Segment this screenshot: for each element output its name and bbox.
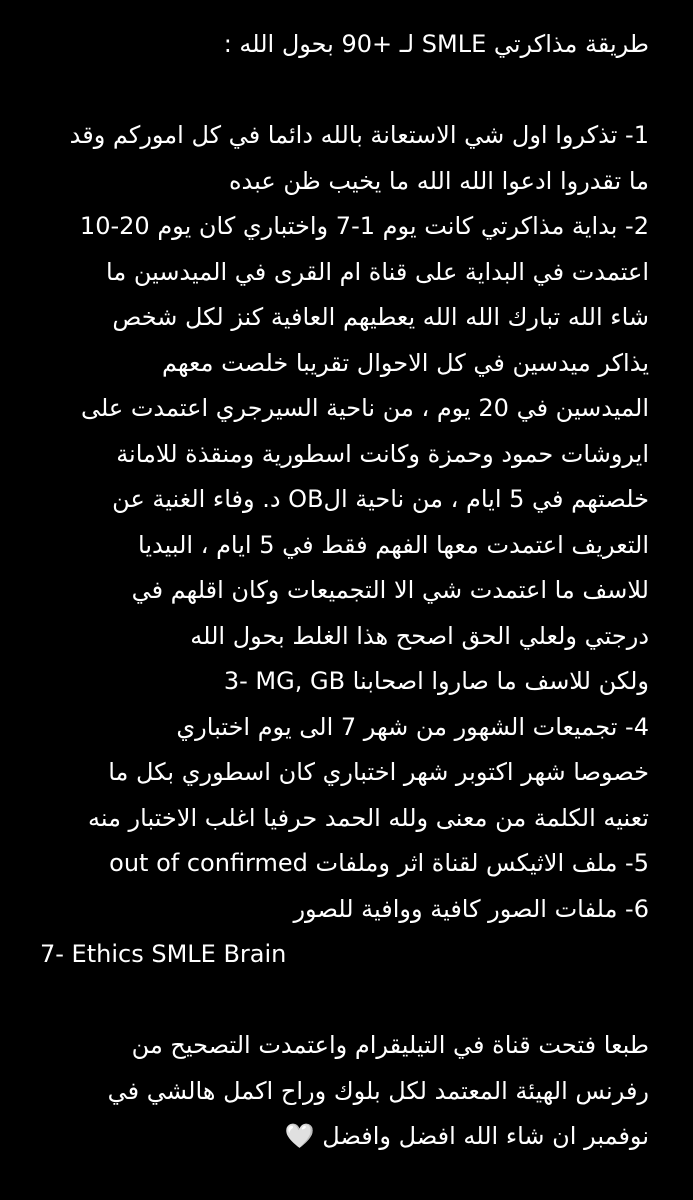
note-line: 1- تذكروا اول شي الاستعانة بالله دائما في كل اموركم وقد: [69, 121, 649, 149]
note-line: 2- بداية مذاكرتي كانت يوم 1-7 واختباري كان يوم 20-10: [79, 212, 649, 240]
note-line: يذاكر ميدسين في كل الاحوال تقريبا خلصت معهم: [161, 348, 649, 377]
note-line: 6- ملفات الصور كافية ووافية للصور: [293, 894, 649, 923]
note-line: اعتمدت في البداية على قناة ام القرى في الميدسين ما: [106, 257, 649, 286]
note-line-title: طريقة مذاكرتي SMLE لـ +90 بحول الله :: [223, 30, 649, 58]
note-line: ايروشات حمود وحمزة وكانت اسطورية ومنقذة للامانة: [116, 439, 649, 468]
note-line: شاء الله تبارك الله الله يعطيهم العافية كنز لكل شخص: [112, 303, 649, 331]
note-line: درجتي ولعلي الحق اصحح هذا الغلط بحول الله: [190, 621, 649, 650]
note-line: 3- MG, GB ولكن للاسف ما صاروا اصحابنا: [223, 667, 649, 695]
note-line: تعنيه الكلمة من معنى ولله الحمد حرفيا اغلب الاختبار منه: [87, 803, 649, 832]
note-line: 5- ملف الاثيكس لقناة اثر وملفات out of confirmed: [109, 849, 649, 877]
note-line: خلصتهم في 5 ايام ، من ناحية الOB د. وفاء الغنية عن: [112, 485, 649, 513]
note-line: خصوصا شهر اكتوبر شهر اختباري كان اسطوري بكل ما: [108, 758, 649, 786]
note-line-last: [40, 1114, 649, 1160]
note-line: طبعا فتحت قناة في التيليقرام واعتمدت التصحيح من: [131, 1031, 649, 1059]
note-line-last-text: نوفمبر ان شاء الله افضل وافضل: [322, 1122, 649, 1150]
note-line: الميدسين في 20 يوم ، من ناحية السيرجري اعتمدت على: [80, 394, 649, 422]
note-line: رفرنس الهيئة المعتمد لكل بلوك وراح اكمل هالشي في: [107, 1076, 649, 1105]
white-heart-icon: 🤍: [284, 1122, 315, 1151]
note-line: ما تقدروا ادعوا الله الله ما يخيب ظن عبده: [228, 166, 649, 195]
note-line: 7- Ethics SMLE Brain: [40, 940, 287, 968]
note-line-blank: [40, 978, 649, 1024]
note-line: للاسف ما اعتمدت شي الا التجميعات وكان اقلهم في: [131, 576, 649, 604]
note-line: 4- تجميعات الشهور من شهر 7 الى يوم اختباري: [176, 712, 649, 741]
note-line: التعريف اعتمدت معها الفهم فقط في 5 ايام ، البيديا: [138, 530, 649, 559]
note-line-blank: [40, 68, 649, 114]
